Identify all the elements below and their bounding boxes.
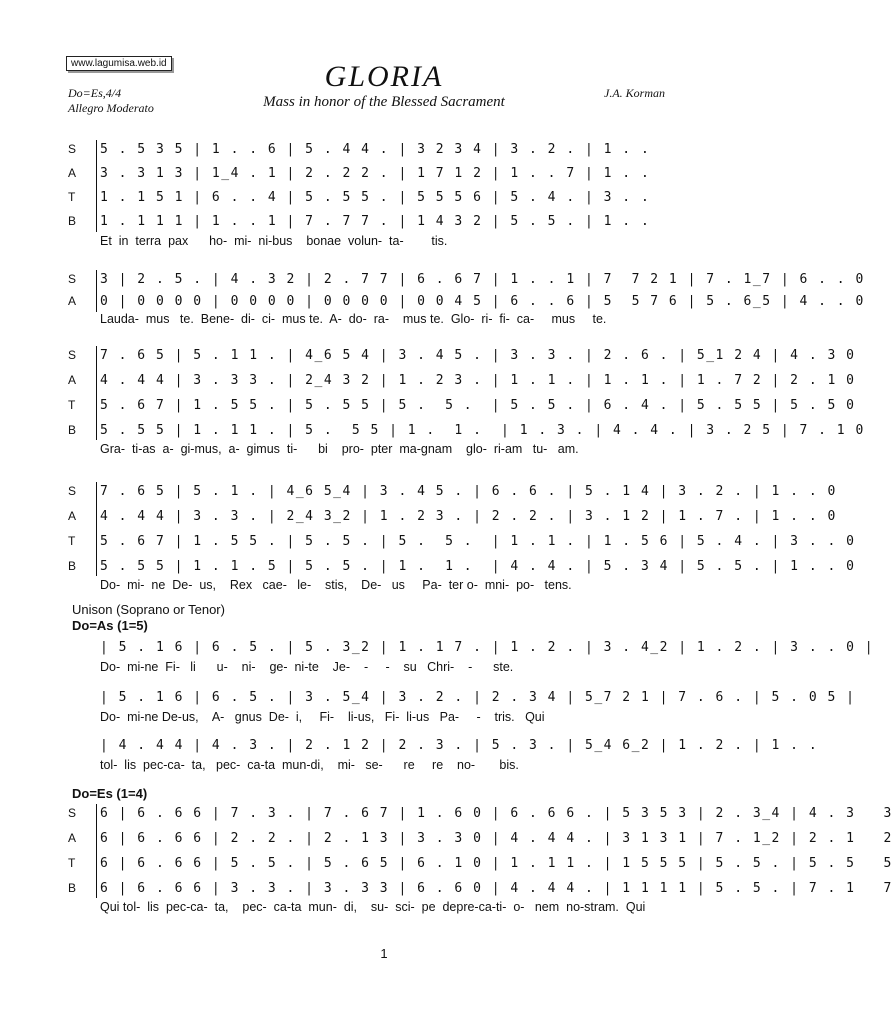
- note-line: 4 . 4 4 | 3 . 3 3 . | 2_4 3 2 | 1 . 2 3 . | 1 . 1 . | 1 . 1 . | 1 . 7 2 | 2 . 1 0: [100, 373, 856, 388]
- note-line: 6 | 6 . 6 6 | 2 . 2 . | 2 . 1 3 | 3 . 3 0 | 4 . 4 4 . | 3 1 3 1 | 7 . 1_2 | 2 . 1 2: [100, 831, 893, 846]
- lyrics-line: Et in terra pax ho- mi- ni-bus bonae volun- ta- tis.: [100, 234, 448, 248]
- website-label: www.lagumisa.web.id: [66, 56, 172, 71]
- voice-label: A: [68, 509, 77, 523]
- voice-label: B: [68, 559, 77, 573]
- staff-row-tenor: [62, 188, 702, 208]
- note-line: | 5 . 1 6 | 6 . 5 . | 3 . 5_4 | 3 . 2 . | 2 . 3 4 | 5_7 2 1 | 7 . 6 . | 5 . 0 5 |: [100, 690, 856, 705]
- staff-row-soprano: [62, 804, 893, 824]
- note-line: 6 | 6 . 6 6 | 5 . 5 . | 5 . 6 5 | 6 . 1 0 | 1 . 1 1 . | 1 5 5 5 | 5 . 5 . | 5 . 5 5: [100, 856, 893, 871]
- note-line: 3 . 3 1 3 | 1_4 . 1 | 2 . 2 2 . | 1 7 1 2 | 1 . . 7 | 1 . .: [100, 166, 651, 181]
- voice-label: T: [68, 398, 76, 412]
- voice-label: B: [68, 423, 77, 437]
- staff-row-soprano: [62, 140, 702, 160]
- staff-row-bass: [62, 879, 893, 899]
- note-line: 5 . 5 5 | 1 . 1 . 5 | 5 . 5 . | 1 . 1 . | 4 . 4 . | 5 . 3 4 | 5 . 5 . | 1 . . 0: [100, 559, 856, 574]
- voice-label: B: [68, 214, 77, 228]
- final-key: Do=Es (1=4): [72, 786, 148, 801]
- note-line: 1 . 1 5 1 | 6 . . 4 | 5 . 5 5 . | 5 5 5 6 | 5 . 4 . | 3 . .: [100, 190, 651, 205]
- composer: J.A. Korman: [604, 86, 665, 100]
- staff-row-alto: [62, 292, 865, 312]
- voice-label: S: [68, 142, 77, 156]
- voice-label: S: [68, 806, 77, 820]
- voice-label: S: [68, 348, 77, 362]
- unison-key: Do=As (1=5): [72, 618, 148, 633]
- song-title: GLORIA: [324, 60, 444, 93]
- page-number: 1: [380, 946, 388, 961]
- song-subtitle: Mass in honor of the Blessed Sacrament: [263, 94, 505, 110]
- lyrics-line: Lauda- mus te. Bene- di- ci- mus te. A- do- ra- mus te. Glo- ri- fi- ca- mus te.: [100, 312, 607, 326]
- staff-row-alto: [62, 164, 702, 184]
- staff-row-alto: [62, 829, 893, 849]
- note-line: 3 | 2 . 5 . | 4 . 3 2 | 2 . 7 7 | 6 . 6 7 | 1 . . 1 | 7 7 2 1 | 7 . 1_7 | 6 . . 0: [100, 272, 865, 287]
- note-line: 4 . 4 4 | 3 . 3 . | 2_4 3_2 | 1 . 2 3 . | 2 . 2 . | 3 . 1 2 | 1 . 7 . | 1 . . 0: [100, 509, 837, 524]
- voice-label: A: [68, 166, 77, 180]
- lyrics-line: Do- mi-ne Fi- li u- ni- ge- ni-te Je- - - su Chri- - ste.: [100, 660, 514, 674]
- voice-label: B: [68, 881, 77, 895]
- staff-row-soprano: [62, 270, 865, 290]
- note-line: | 5 . 1 6 | 6 . 5 . | 5 . 3_2 | 1 . 1 7 . | 1 . 2 . | 3 . 4_2 | 1 . 2 . | 3 . . 0 |: [100, 640, 875, 655]
- note-line: 5 . 5 3 5 | 1 . . 6 | 5 . 4 4 . | 3 2 3 4 | 3 . 2 . | 1 . .: [100, 142, 651, 157]
- voice-label: T: [68, 534, 76, 548]
- lyrics-line: Qui tol- lis pec-ca- ta, pec- ca-ta mun- di, su- sci- pe depre-ca-ti- o- nem no-stram. Qui: [100, 900, 646, 914]
- voice-label: A: [68, 294, 77, 308]
- voice-label: S: [68, 484, 77, 498]
- unison-heading: Unison (Soprano or Tenor): [72, 602, 225, 617]
- staff-row-tenor: [62, 854, 893, 874]
- voice-label: A: [68, 373, 77, 387]
- note-line: 5 . 5 5 | 1 . 1 1 . | 5 . 5 5 | 1 . 1 . | 1 . 3 . | 4 . 4 . | 3 . 2 5 | 7 . 1 0: [100, 423, 865, 438]
- score-system-3: [62, 346, 865, 462]
- note-line: 0 | 0 0 0 0 | 0 0 0 0 | 0 0 0 0 | 0 0 4 5 | 6 . . 6 | 5 5 7 6 | 5 . 6_5 | 4 . . 0: [100, 294, 865, 309]
- staff-row-bass: [62, 557, 856, 577]
- note-line: 5 . 6 7 | 1 . 5 5 . | 5 . 5 . | 5 . 5 . | 1 . 1 . | 1 . 5 6 | 5 . 4 . | 3 . . 0: [100, 534, 856, 549]
- staff-row-tenor: [62, 396, 856, 416]
- voice-label: T: [68, 190, 76, 204]
- lyrics-line: Do- mi- ne De- us, Rex cae- le- stis, De- us Pa- ter o- mni- po- tens.: [100, 578, 572, 592]
- score-system-4: [62, 482, 856, 598]
- lyrics-line: Do- mi-ne De-us, A- gnus De- i, Fi- li-us, Fi- li-us Pa- - tris. Qui: [100, 710, 545, 724]
- voice-label: T: [68, 856, 76, 870]
- lyrics-line: tol- lis pec-ca- ta, pec- ca-ta mun-di, mi- se- re re no- bis.: [100, 758, 519, 772]
- key-signature: Do=Es,4/4: [68, 86, 122, 100]
- note-line: 5 . 6 7 | 1 . 5 5 . | 5 . 5 5 | 5 . 5 . | 5 . 5 . | 6 . 4 . | 5 . 5 5 | 5 . 5 0: [100, 398, 856, 413]
- staff-row-tenor: [62, 532, 856, 552]
- note-line: 6 | 6 . 6 6 | 3 . 3 . | 3 . 3 3 | 6 . 6 0 | 4 . 4 4 . | 1 1 1 1 | 5 . 5 . | 7 . 1 7: [100, 881, 893, 896]
- staff-row-alto: [62, 507, 837, 527]
- tempo-marking: Allegro Moderato: [68, 101, 154, 115]
- staff-row-alto: [62, 371, 856, 391]
- staff-row-bass: [62, 421, 865, 441]
- note-line: 1 . 1 1 1 | 1 . . 1 | 7 . 7 7 . | 1 4 3 2 | 5 . 5 . | 1 . .: [100, 214, 651, 229]
- staff-row-soprano: [62, 482, 837, 502]
- note-line: 6 | 6 . 6 6 | 7 . 3 . | 7 . 6 7 | 1 . 6 0 | 6 . 6 6 . | 5 3 5 3 | 2 . 3_4 | 4 . 3 3: [100, 806, 893, 821]
- score-system-5: [62, 804, 893, 920]
- note-line: 7 . 6 5 | 5 . 1 1 . | 4_6 5 4 | 3 . 4 5 . | 3 . 3 . | 2 . 6 . | 5_1 2 4 | 4 . 3 0: [100, 348, 856, 363]
- staff-row-soprano: [62, 346, 856, 366]
- score-system-1: [62, 140, 702, 252]
- voice-label: S: [68, 272, 77, 286]
- note-line: | 4 . 4 4 | 4 . 3 . | 2 . 1 2 | 2 . 3 . | 5 . 3 . | 5_4 6_2 | 1 . 2 . | 1 . .: [100, 738, 819, 753]
- staff-row-bass: [62, 212, 702, 232]
- score-system-2: [62, 270, 865, 330]
- lyrics-line: Gra- ti-as a- gi-mus, a- gimus ti- bi pro- pter ma-gnam glo- ri-am tu- am.: [100, 442, 579, 456]
- voice-label: A: [68, 831, 77, 845]
- note-line: 7 . 6 5 | 5 . 1 . | 4_6 5_4 | 3 . 4 5 . | 6 . 6 . | 5 . 1 4 | 3 . 2 . | 1 . . 0: [100, 484, 837, 499]
